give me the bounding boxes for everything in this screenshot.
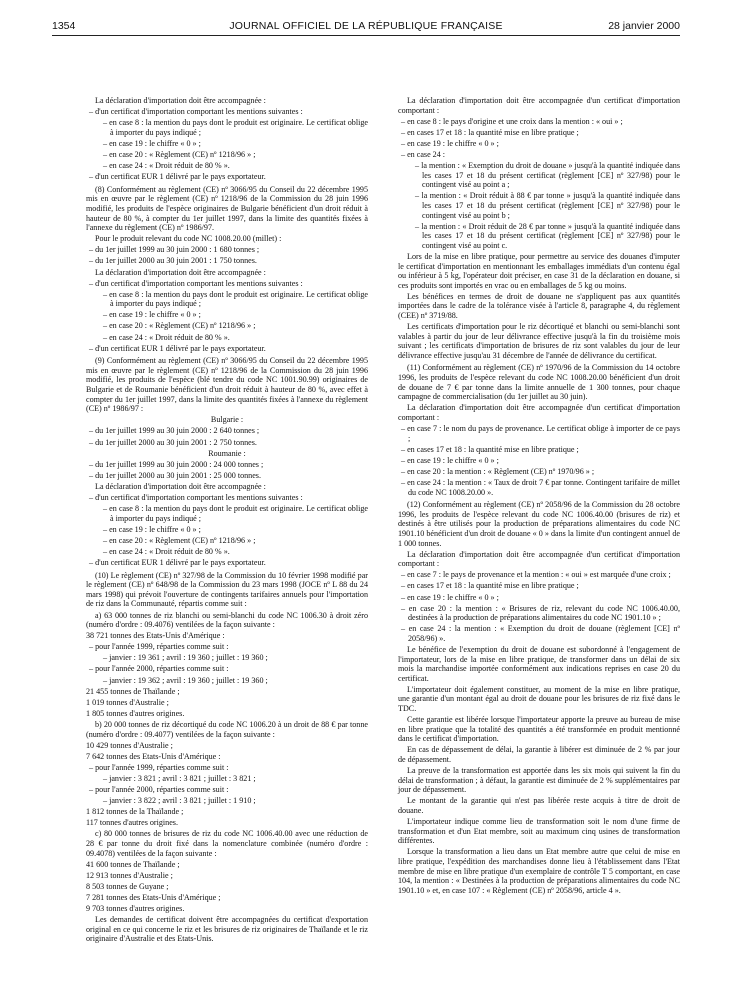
paragraph: 7 281 tonnes des Etats-Unis d'Amérique ;: [86, 892, 221, 902]
paragraph: – du 1er juillet 2000 au 30 juin 2001 : 25 000 tonnes.: [89, 470, 261, 480]
paragraph: Les certificats d'importation pour le riz décortiqué et blanchi ou semi-blanchi sont valables à partir du jour de leur délivrance effective jusqu'à la fin du troisième mois suivant ; les certificats d'importation de brisures de riz sont valables du jour de leur délivrance effective jusqu'au 31 décembre de l'année de délivrance du certificat.: [398, 322, 680, 360]
paragraph: – en case 7 : le pays de provenance et la mention : « oui » est marquée d'une croix ;: [401, 570, 671, 580]
paragraph: c) 80 000 tonnes de brisures de riz du code NC 1006.40.00 avec une réduction de 28 € par tonne du droit fixé dans la nomenclature combinée (numéro d'ordre : 09.4078) ventilées de la façon suivante :: [86, 829, 368, 858]
paragraph: – en case 19 : le chiffre « 0 » ;: [103, 524, 201, 534]
paragraph: 41 600 tonnes de Thaïlande ;: [86, 859, 180, 869]
journal-title: JOURNAL OFFICIEL DE LA RÉPUBLIQUE FRANÇAISE: [229, 20, 503, 32]
paragraph: Pour le produit relevant du code NC 1008.20.00 (millet) :: [95, 234, 282, 244]
paragraph: La preuve de la transformation est apportée dans les six mois qui suivent la fin du délai de transformation ; à défaut, la garantie est diminuée de 2 % supplémentaires par jour de dépassement.: [398, 766, 680, 795]
paragraph: La déclaration d'importation doit être accompagnée d'un certificat d'importation comportant :: [398, 549, 680, 569]
paragraph: – en case 8 : la mention du pays dont le produit est originaire. Le certificat oblige à importer du pays indiqué ;: [103, 289, 368, 309]
paragraph: Cette garantie est libérée lorsque l'importateur apporte la preuve au bureau de mise en libre pratique que la totalité des quantités a été transformée en produit mentionné dans le certificat d'importation.: [398, 715, 680, 744]
paragraph: (8) Conformément au règlement (CE) nº 3066/95 du Conseil du 22 décembre 1995 mis en œuvre par le règlement (CE) nº 1218/96 de la Commission du 28 juin 1996 modifié, les produits de l'espèce originaires de Bulgarie bénéficient d'un droit réduit à hauteur de 80 %, à compter du 1er juillet 1997, dans la limite des quantités fixées à l'annexe du règlement (CE) nº 1986/97.: [86, 184, 368, 233]
paragraph: – janvier : 19 362 ; avril : 19 360 ; juillet : 19 360 ;: [103, 675, 268, 685]
paragraph: L'importateur indique comme lieu de transformation soit le nom d'une firme de transformation et d'un Etat membre, soit au maximum cinq usines de transformation différentes.: [398, 817, 680, 846]
paragraph: 21 455 tonnes de Thaïlande ;: [86, 686, 180, 696]
paragraph: Lors de la mise en libre pratique, pour permettre au service des douanes d'imputer le certificat d'importation en mentionnant les emballages immédiats d'un contenu égal ou inférieur à 5 kg, l'opérateur doit préciser, en case 31 de la déclaration en douane, si ces produits sont importés en vrac ou en emballages de 5 kg ou moins.: [398, 251, 680, 290]
paragraph: 7 642 tonnes des Etats-Unis d'Amérique :: [86, 751, 221, 761]
paragraph: – en case 19 : le chiffre « 0 » ;: [103, 138, 201, 148]
paragraph: – pour l'année 1999, réparties comme suit :: [89, 762, 229, 772]
paragraph: La déclaration d'importation doit être accompagnée :: [95, 267, 266, 277]
paragraph: – en case 20 : la mention : « Règlement (CE) nº 1970/96 » ;: [401, 466, 595, 476]
paragraph: – en case 19 : le chiffre « 0 » ;: [401, 455, 499, 465]
paragraph: – en case 19 : le chiffre « 0 » ;: [401, 592, 499, 602]
paragraph: – du 1er juillet 1999 au 30 juin 2000 : 1 680 tonnes ;: [89, 245, 260, 255]
paragraph: (9) Conformément au règlement (CE) nº 3066/95 du Conseil du 22 décembre 1995 mis en œuvre par le règlement (CE) nº 1218/96 de la Commission du 28 juin 1996 modifié, les produits de l'espèce (blé tendre du code NC 1001.90.99) originaires de Bulgarie et de Roumanie bénéficient d'un droit réduit à hauteur de 80 %, avec effet à compter du 1er juillet 1997, dans la limite des quantités fixées à l'annexe du règlement (CE) nº 1986/97 :: [86, 356, 368, 414]
paragraph: 1 019 tonnes d'Australie ;: [86, 697, 169, 707]
paragraph: – la mention : « Exemption du droit de douane » jusqu'à la quantité indiquée dans les cases 17 et 18 du présent certificat (règlement [CE] nº 327/98) pour le contingent visé au point a ;: [415, 161, 680, 190]
paragraph: Bulgarie :: [210, 415, 244, 425]
issue-date: 28 janvier 2000: [608, 20, 680, 32]
paragraph: – en case 24 : « Droit réduit de 80 % ».: [103, 161, 230, 171]
paragraph: Roumanie :: [208, 448, 246, 458]
paragraph: – en case 20 : la mention : « Brisures de riz, relevant du code NC 1006.40.00, destinées à la production de préparations alimentaires du code NC 1901.10 » ;: [401, 603, 680, 623]
paragraph: – du 1er juillet 2000 au 30 juin 2001 : 1 750 tonnes.: [89, 256, 257, 266]
paragraph: La déclaration d'importation doit être accompagnée d'un certificat d'importation comportant :: [398, 403, 680, 422]
paragraph: – en case 20 : « Règlement (CE) nº 1218/96 » ;: [103, 149, 256, 159]
paragraph: – en case 24 :: [401, 149, 446, 159]
page-number: 1354: [52, 20, 76, 32]
paragraph: Le bénéfice de l'exemption du droit de douane est subordonné à l'engagement de l'importateur, lors de la mise en libre pratique, de transformer dans un délai de six mois la marchandise importée conformément aux indications reprises en case 20 du certificat.: [398, 644, 680, 683]
paragraph: – en cases 17 et 18 : la quantité mise en libre pratique ;: [401, 444, 579, 454]
paragraph: Le montant de la garantie qui n'est pas libérée reste acquis à titre de droit de douane.: [398, 796, 680, 815]
paragraph: – en case 20 : « Règlement (CE) nº 1218/96 » ;: [103, 535, 256, 545]
paragraph: 1 805 tonnes d'autres origines.: [86, 708, 185, 718]
paragraph: Lorsque la transformation a lieu dans un Etat membre autre que celui de mise en libre pratique, l'expédition des marchandises donne lieu à l'établissement dans l'Etat membre de mise en libre pratique d'un exemplaire de contrôle T 5 comportant, en case 104, la mention : « Destinées à la production de préparations alimentaires du code NC 1901.10 » et, en case 107 : « Règlement (CE) nº 2058/96, article 4 ».: [398, 847, 680, 895]
paragraph: 8 503 tonnes de Guyane ;: [86, 881, 169, 891]
paragraph: – en case 24 : la mention : « Exemption du droit de douane (règlement [CE] nº 2058/96) ».: [401, 624, 680, 643]
paragraph: – pour l'année 2000, réparties comme suit :: [89, 785, 229, 794]
paragraph: 1 812 tonnes de la Thaïlande ;: [86, 807, 184, 817]
paragraph: Les demandes de certificat doivent être accompagnées du certificat d'exportation original en ce qui concerne le riz et les brisures de riz originaires de Thaïlande et le riz originaire d'Australie et des Etats-Unis.: [86, 915, 368, 944]
paragraph: – du 1er juillet 1999 au 30 juin 2000 : 2 640 tonnes ;: [89, 426, 260, 436]
paragraph: – en cases 17 et 18 : la quantité mise en libre pratique ;: [401, 581, 579, 591]
paragraph: Les bénéfices en termes de droit de douane ne s'appliquent pas aux quantités importées dans le cadre de la tolérance visée à l'article 8, paragraphe 4, du règlement (CEE) nº 3719/88.: [398, 291, 680, 320]
paragraph: – en case 24 : la mention : « Taux de droit 7 € par tonne. Contingent tarifaire de millet du code NC 1008.20.00 ».: [401, 477, 680, 497]
paragraph: – la mention : « Droit réduit de 28 € par tonne » jusqu'à la quantité indiquée dans les cases 17 et 18 du présent certificat (règlement [CE] nº 327/98) pour le contingent visé au point c.: [415, 221, 680, 250]
paragraph: (11) Conformément au règlement (CE) nº 1970/96 de la Commission du 14 octobre 1996, les produits de l'espèce relevant du code NC 1008.20.00 bénéficient d'un droit de douane de 7 € par tonne dans la limite annuelle de 1 300 tonnes, pour chaque campagne de commercialisation (du 1er juillet au 30 juin).: [398, 363, 680, 402]
paragraph: – d'un certificat d'importation comportant les mentions suivantes :: [89, 107, 303, 117]
paragraph: – janvier : 19 361 ; avril : 19 360 ; juillet : 19 360 ;: [103, 653, 268, 663]
paragraph: – du 1er juillet 2000 au 30 juin 2001 : 2 750 tonnes.: [89, 437, 257, 447]
paragraph: – en case 19 : le chiffre « 0 » ;: [103, 310, 201, 320]
paragraph: – d'un certificat d'importation comportant les mentions suivantes :: [89, 492, 303, 502]
paragraph: La déclaration d'importation doit être accompagnée :: [95, 96, 266, 105]
paragraph: 9 703 tonnes d'autres origines.: [86, 904, 185, 914]
paragraph: – d'un certificat EUR 1 délivré par le pays exportateur.: [89, 558, 266, 568]
paragraph: – en case 24 : « Droit réduit de 80 % ».: [103, 546, 230, 556]
paragraph: – en case 19 : le chiffre « 0 » ;: [401, 138, 499, 148]
paragraph: – janvier : 3 821 ; avril : 3 821 ; juillet : 3 821 ;: [103, 773, 256, 783]
paragraph: La déclaration d'importation doit être accompagnée :: [95, 481, 266, 491]
paragraph: – la mention : « Droit réduit à 88 € par tonne » jusqu'à la quantité indiquée dans les cases 17 et 18 du présent certificat (règlement [CE] nº 327/98) pour le contingent visé au point b ;: [415, 191, 680, 220]
paragraph: 38 721 tonnes des Etats-Unis d'Amérique :: [86, 631, 225, 641]
paragraph: – en case 8 : le pays d'origine et une croix dans la mention : « oui » ;: [401, 116, 623, 126]
header-rule: [52, 35, 680, 36]
paragraph: – en case 7 : le nom du pays de provenance. Le certificat oblige à importer de ce pays ;: [401, 424, 680, 443]
right-column: [398, 96, 680, 897]
paragraph: – en case 24 : « Droit réduit de 80 % ».: [103, 332, 230, 342]
paragraph: En cas de dépassement de délai, la garantie à libérer est diminuée de 2 % par jour de dépassement.: [398, 745, 680, 764]
paragraph: 10 429 tonnes d'Australie ;: [86, 740, 173, 750]
paragraph: – en case 20 : « Règlement (CE) nº 1218/96 » ;: [103, 321, 256, 331]
paragraph: (12) Conformément au règlement (CE) nº 2058/96 de la Commission du 28 octobre 1996, les produits de l'espèce relevant du code NC 1006.40.00 (brisures de riz) et destinés à être utilisés pour la production de préparations alimentaires du code NC 1901.10 bénéficient d'un droit de douane « 0 » dans la limite d'un contingent annuel de 1 000 tonnes.: [398, 500, 680, 548]
paragraph: – d'un certificat EUR 1 délivré par le pays exportateur.: [89, 343, 266, 353]
paragraph: a) 63 000 tonnes de riz blanchi ou semi-blanchi du code NC 1006.30 à droit zéro (numéro d'ordre : 09.4076) ventilées de la façon suivante :: [86, 610, 368, 630]
paragraph: – en case 8 : la mention du pays dont le produit est originaire. Le certificat oblige à importer du pays indiqué ;: [103, 504, 368, 523]
paragraph: b) 20 000 tonnes de riz décortiqué du code NC 1006.20 à un droit de 88 € par tonne (numéro d'ordre : 09.4077) ventilées de la façon suivante :: [86, 719, 368, 739]
paragraph: – du 1er juillet 1999 au 30 juin 2000 : 24 000 tonnes ;: [89, 459, 264, 469]
paragraph: – pour l'année 2000, réparties comme suit :: [89, 664, 229, 674]
left-column: [86, 96, 368, 945]
paragraph: – d'un certificat EUR 1 délivré par le pays exportateur.: [89, 172, 266, 182]
paragraph: – janvier : 3 822 ; avril : 3 821 ; juillet : 1 910 ;: [103, 796, 256, 806]
paragraph: – d'un certificat d'importation comportant les mentions suivantes :: [89, 278, 303, 288]
paragraph: – en case 8 : la mention du pays dont le produit est originaire. Le certificat oblige à importer du pays indiqué ;: [103, 118, 368, 137]
paragraph: – pour l'année 1999, réparties comme suit :: [89, 642, 229, 652]
paragraph: 12 913 tonnes d'Australie ;: [86, 870, 173, 880]
paragraph: (10) Le règlement (CE) nº 327/98 de la Commission du 10 février 1998 modifié par le règlement (CE) nº 648/98 de la Commission du 23 mars 1998 (JOCE nº L 88 du 24 mars 1998) qui prévoit l'ouverture de contingents tarifaires annuels pour l'importation de riz dans la Communauté, répartis comme suit :: [86, 570, 368, 609]
paragraph: – en cases 17 et 18 : la quantité mise en libre pratique ;: [401, 127, 579, 137]
paragraph: 117 tonnes d'autres origines.: [86, 818, 178, 828]
paragraph: L'importateur doit également constituer, au moment de la mise en libre pratique, une garantie d'un montant égal au droit de douane pour les brisures de riz fixé dans le TDC.: [398, 684, 680, 714]
paragraph: La déclaration d'importation doit être accompagnée d'un certificat d'importation comportant :: [398, 96, 680, 115]
